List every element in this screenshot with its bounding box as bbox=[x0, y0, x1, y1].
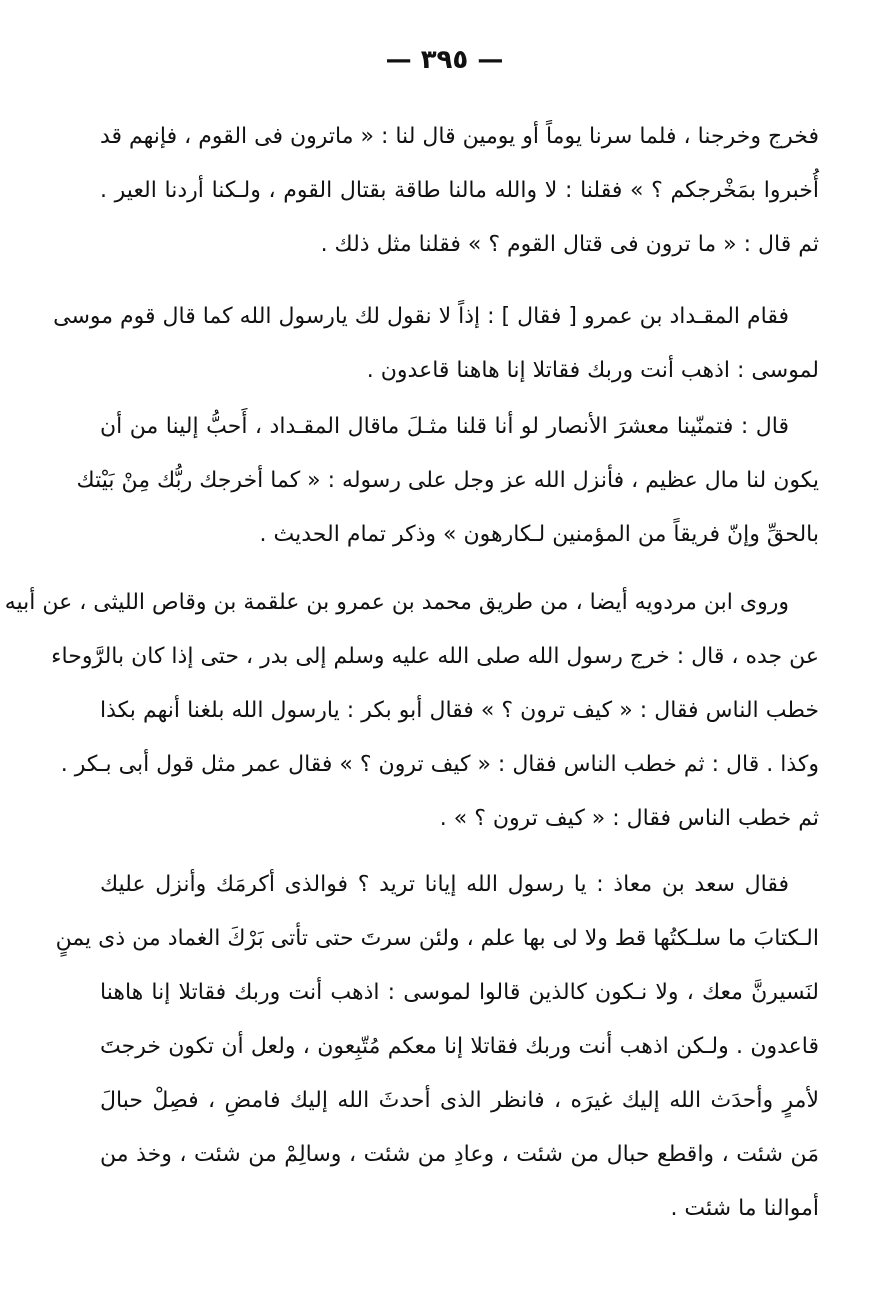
paragraph-3 bbox=[76, 400, 819, 562]
text-line: خطب الناس فقال : « كيف ترون ؟ » فقال أبو بكر : يارسول الله بلغنا أنهم بكذا bbox=[100, 698, 819, 723]
text-line: الـكتابَ ما سلـكتُها قط ولا لى بها علم ، ولئن سرتَ حتى تأتى بَرْكَ الغماد من ذى يمنٍ bbox=[55, 926, 819, 951]
page-number: — ٣٩٥ — bbox=[385, 45, 504, 75]
text-line: أُخبروا بمَخْرجكم ؟ » فقلنا : لا والله مالنا طاقة بقتال القوم ، ولـكنا أردنا العير . bbox=[100, 178, 819, 203]
text-line: فخرج وخرجنا ، فلما سرنا يوماً أو يومين قال لنا : « ماترون فى القوم ، فإنهم قد bbox=[99, 124, 819, 149]
text-line: قاعدون . ولـكن اذهب أنت وربك فقاتلا إنا معكم مُتّبِعون ، ولعل أن تكون خرجتَ bbox=[100, 1034, 819, 1059]
text-line: قال : فتمنّينا معشرَ الأنصار لو أنا قلنا مثـلَ ماقال المقـداد ، أَحبُّ إلينا من أن bbox=[100, 414, 789, 439]
text-line: وروى ابن مردويه أيضا ، من طريق محمد بن عمرو بن علقمة بن وقاص الليثى ، عن أبيه bbox=[4, 590, 789, 615]
text-line: مَن شئت ، واقطع حبال من شئت ، وعادِ من شئت ، وسالِمْ من شئت ، وخذ من bbox=[100, 1142, 819, 1167]
text-line: لأمرٍ وأحدَث الله إليك غيرَه ، فانظر الذى أحدثَ الله إليك فامضِ ، فصِلْ حبالَ bbox=[100, 1088, 819, 1113]
text-line: فقام المقـداد بن عمرو [ فقال ] : إذاً لا نقول لك يارسول الله كما قال قوم موسى bbox=[53, 304, 789, 329]
text-line: عن جده ، قال : خرج رسول الله صلى الله عليه وسلم إلى بدر ، حتى إذا كان بالرَّوحاء bbox=[51, 644, 819, 669]
text-line: لموسى : اذهب أنت وربك فقاتلا إنا هاهنا قاعدون . bbox=[366, 358, 819, 383]
text-line: ثم خطب الناس فقال : « كيف ترون ؟ » . bbox=[439, 806, 819, 831]
paragraph-2 bbox=[53, 290, 819, 398]
text-line: لنَسيرنَّ معك ، ولا نـكون كالذين قالوا لموسى : اذهب أنت وربك فقاتلا إنا هاهنا bbox=[100, 980, 819, 1005]
text-line: ثم قال : « ما ترون فى قتال القوم ؟ » فقلنا مثل ذلك . bbox=[320, 232, 819, 257]
text-line: أموالنا ما شئت . bbox=[670, 1196, 819, 1221]
text-line: وكذا . قال : ثم خطب الناس فقال : « كيف ترون ؟ » فقال عمر مثل قول أبى بـكر . bbox=[60, 752, 819, 777]
paragraph-1 bbox=[100, 110, 819, 272]
text-line: بالحقِّ وإنّ فريقاً من المؤمنين لـكارهون » وذكر تمام الحديث . bbox=[259, 522, 819, 547]
paragraph-4 bbox=[4, 576, 819, 846]
text-line: فقال سعد بن معاذ : يا رسول الله إيانا تريد ؟ فوالذى أكرمَك وأنزل عليك bbox=[100, 872, 789, 897]
text-line: يكون لنا مال عظيم ، فأنزل الله عز وجل على رسوله : « كما أخرجك ربُّك مِنْ بَيْتك bbox=[76, 468, 819, 493]
paragraph-5 bbox=[55, 858, 819, 1236]
